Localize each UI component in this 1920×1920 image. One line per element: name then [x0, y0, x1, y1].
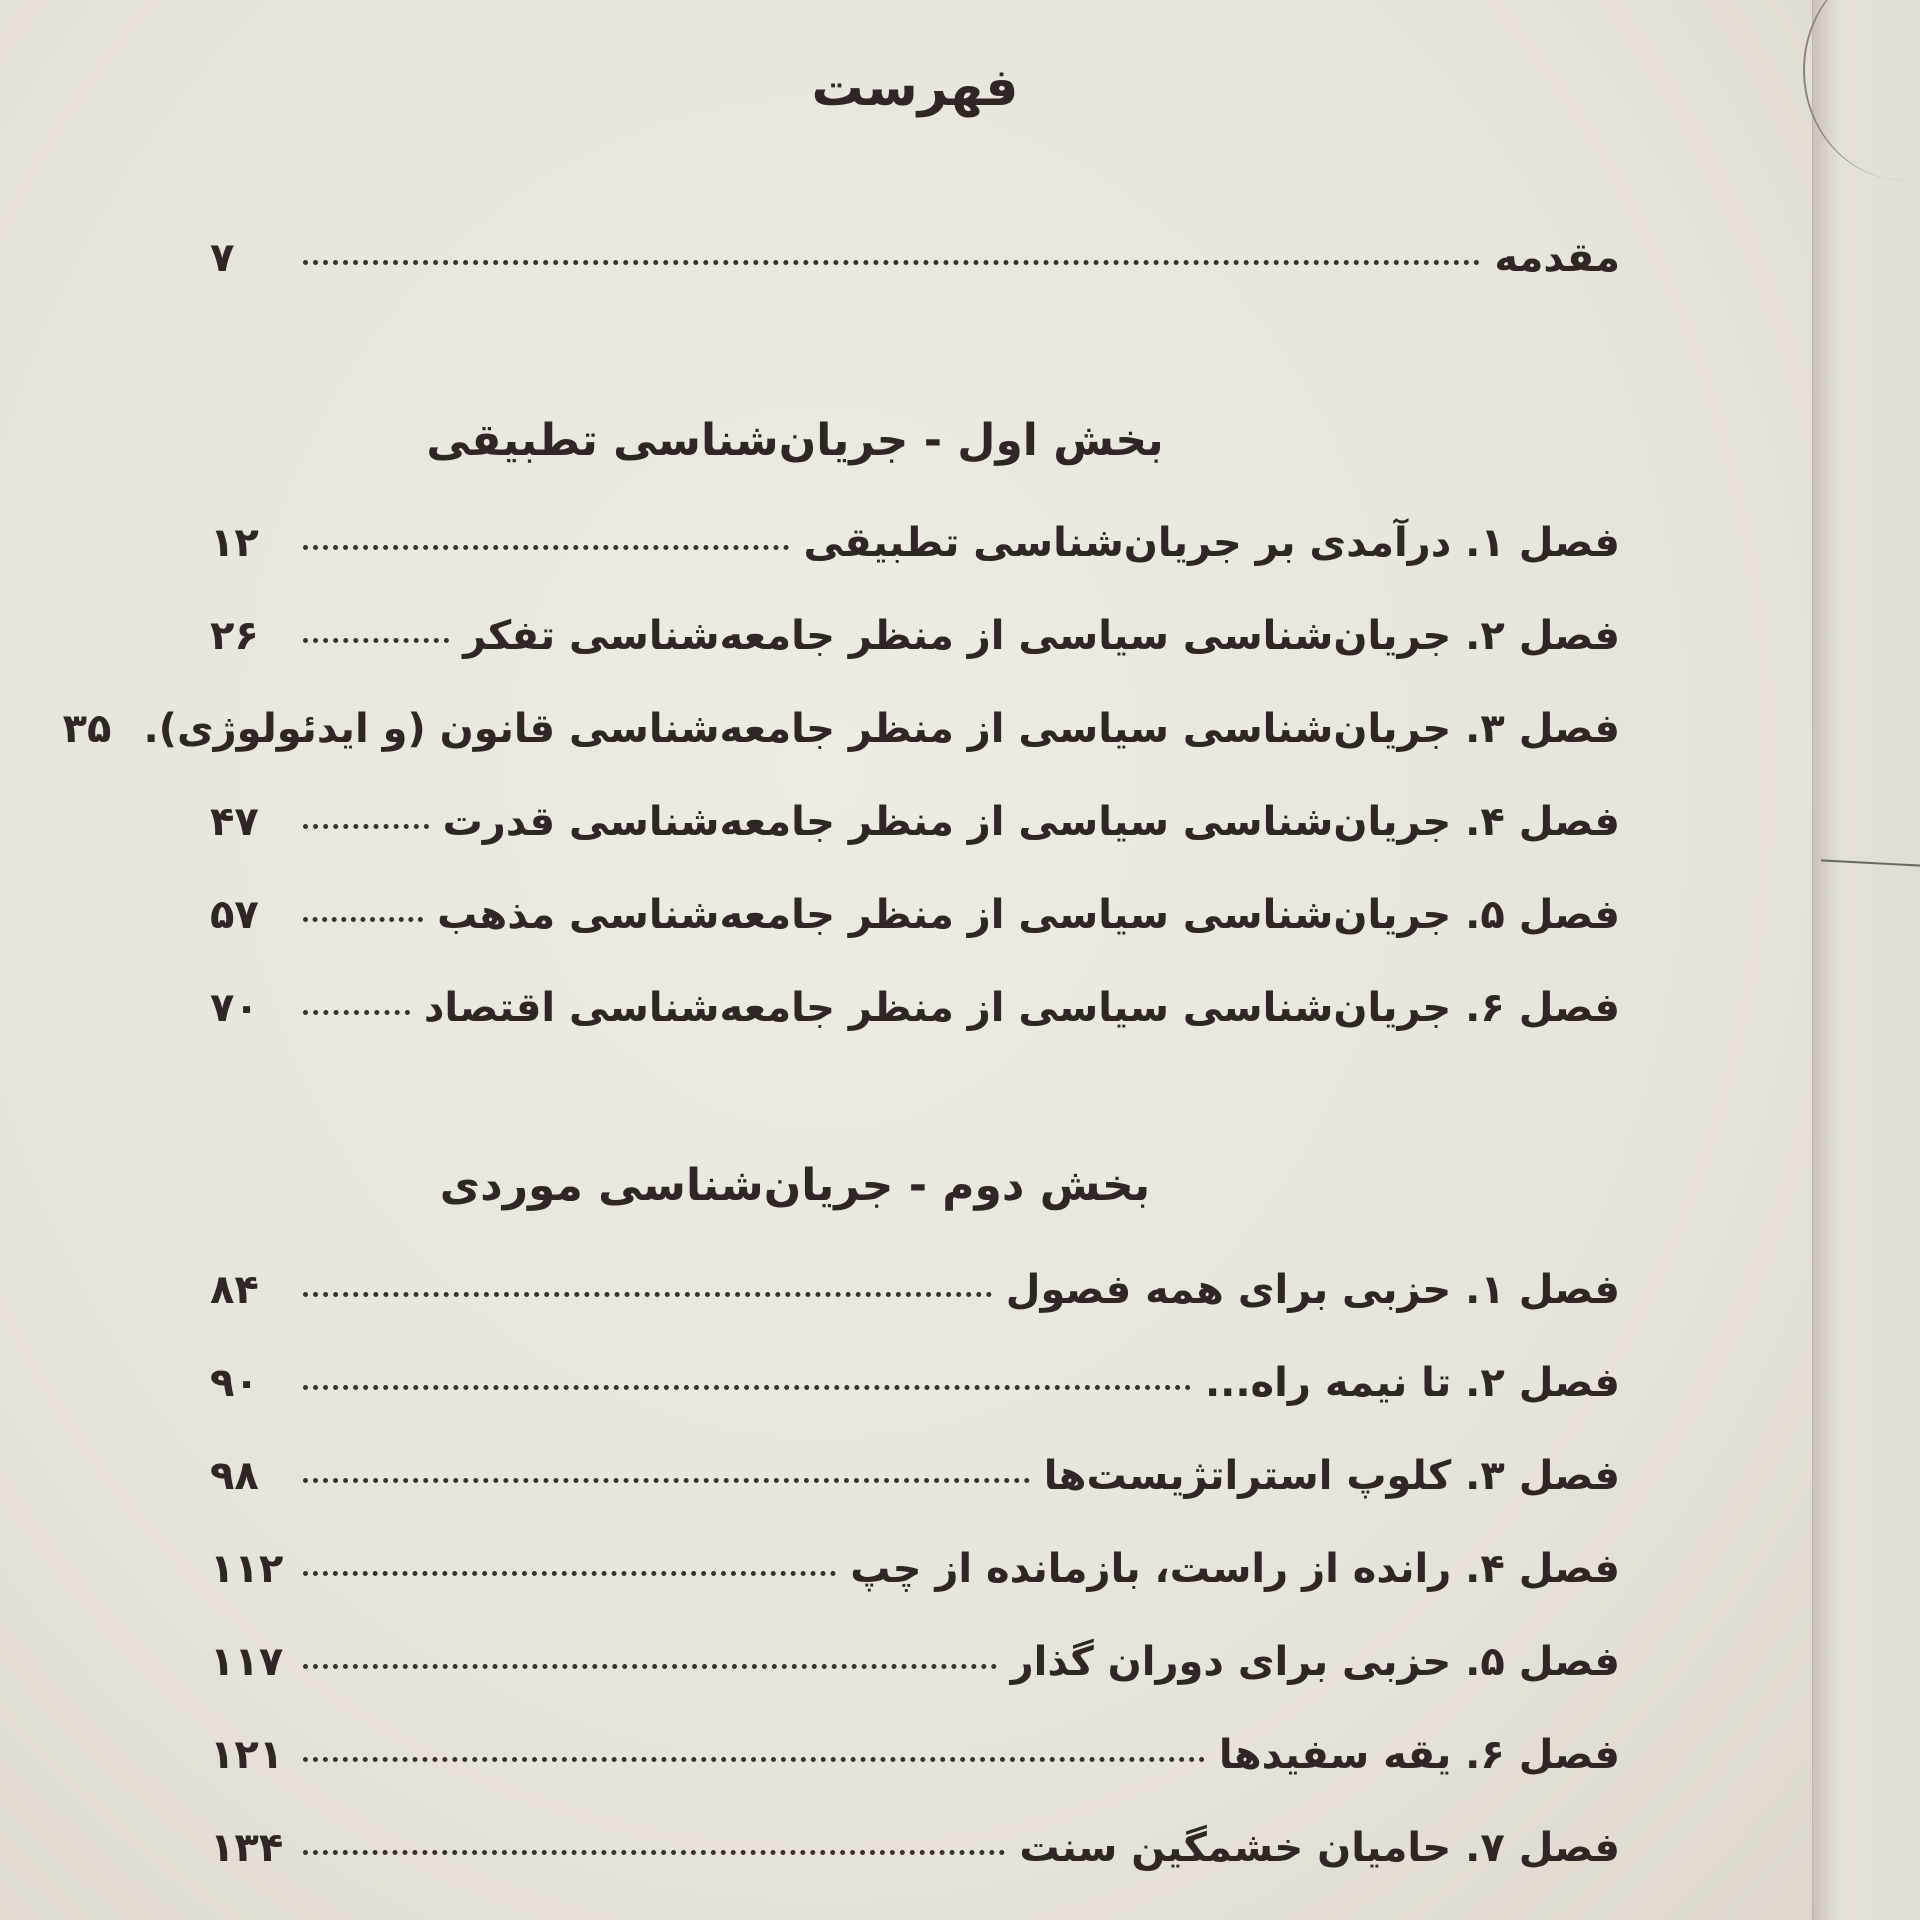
- toc-entry-page: ۷: [210, 235, 235, 281]
- toc-entry-page: ۱۲۱: [210, 1732, 284, 1778]
- toc-entry-intro: [210, 235, 1620, 295]
- toc-entry-label: فصل ۴. رانده از راست، بازمانده از چپ: [850, 1546, 1620, 1592]
- toc-entry-page: ۱۲: [210, 520, 259, 566]
- toc-entry-label: فصل ۷. حامیان خشمگین سنت: [1019, 1825, 1620, 1871]
- toc-entry-page: ۷۰: [210, 985, 259, 1031]
- toc-entry: [210, 1360, 1620, 1420]
- toc-entry-label: فصل ۲. تا نیمه راه...: [1204, 1360, 1620, 1406]
- toc-entry-page: ۱۱۲: [210, 1546, 284, 1592]
- adjacent-page-edge: [1812, 0, 1920, 1920]
- toc-entry: [210, 1267, 1620, 1327]
- dot-leader: [303, 917, 423, 922]
- toc-entry: [210, 1453, 1620, 1513]
- toc-entry-page: ۳۵: [62, 706, 112, 752]
- toc-entry-label: فصل ۳. کلوپ استراتژیست‌ها: [1043, 1453, 1620, 1499]
- toc-entry: [210, 520, 1620, 580]
- dot-leader: [303, 1010, 410, 1015]
- toc-entry-page: ۹۰: [210, 1360, 259, 1406]
- toc-entry-page: ۴۷: [210, 799, 259, 845]
- toc-entry-label: فصل ۱. درآمدی بر جریان‌شناسی تطبیقی: [803, 520, 1620, 566]
- dot-leader: [303, 1292, 992, 1297]
- section-heading-part-1: بخش اول - جریان‌شناسی تطبیقی: [426, 415, 1164, 466]
- dot-leader: [303, 1385, 1191, 1390]
- toc-entry-label: فصل ۵. حزبی برای دوران گذار: [1010, 1639, 1620, 1685]
- toc-entry-label: فصل ۲. جریان‌شناسی سیاسی از منظر جامعه‌شناسی تفکر: [463, 613, 1620, 659]
- toc-entry: [210, 892, 1620, 952]
- toc-entry-label: فصل ۶. یقه سفیدها: [1218, 1732, 1620, 1778]
- dot-leader: [303, 1478, 1030, 1483]
- toc-entry-label: فصل ۴. جریان‌شناسی سیاسی از منظر جامعه‌شناسی قدرت: [442, 799, 1620, 845]
- dot-leader: [303, 1757, 1205, 1762]
- dot-leader: [303, 1664, 997, 1669]
- toc-entry-page: ۸۴: [210, 1267, 259, 1313]
- dot-leader: [303, 824, 429, 829]
- dot-leader: [303, 638, 449, 643]
- toc-entry: [210, 613, 1620, 673]
- toc-title: فهرست: [811, 58, 1019, 118]
- section-heading-part-2: بخش دوم - جریان‌شناسی موردی: [439, 1160, 1151, 1211]
- toc-entry-label: فصل ۳. جریان‌شناسی سیاسی از منظر جامعه‌شناسی قانون (و ایدئولوژی).: [143, 706, 1620, 752]
- toc-entry-page: ۱۳۴: [210, 1825, 284, 1871]
- toc-entry-page: ۵۷: [210, 892, 259, 938]
- toc-entry: [210, 1732, 1620, 1792]
- toc-entry: [210, 1639, 1620, 1699]
- divider-line: [1821, 859, 1920, 866]
- toc-entry-label: فصل ۱. حزبی برای همه فصول: [1005, 1267, 1620, 1313]
- toc-entry-label: مقدمه: [1494, 235, 1620, 281]
- toc-entry-label: فصل ۶. جریان‌شناسی سیاسی از منظر جامعه‌شناسی اقتصاد: [423, 985, 1620, 1031]
- toc-entry: [210, 985, 1620, 1045]
- dot-leader: [303, 260, 1480, 265]
- toc-entry-page: ۲۶: [210, 613, 259, 659]
- dot-leader: [303, 1571, 836, 1576]
- page-curve: [1803, 0, 1920, 180]
- toc-entry: [210, 799, 1620, 859]
- dot-leader: [303, 1850, 1005, 1855]
- toc-entry: [210, 1546, 1620, 1606]
- toc-entry: [62, 706, 1620, 766]
- dot-leader: [303, 545, 789, 550]
- toc-entry-label: فصل ۵. جریان‌شناسی سیاسی از منظر جامعه‌شناسی مذهب: [437, 892, 1620, 938]
- toc-entry-page: ۱۱۷: [210, 1639, 284, 1685]
- toc-entry-page: ۹۸: [210, 1453, 259, 1499]
- toc-entry: [210, 1825, 1620, 1885]
